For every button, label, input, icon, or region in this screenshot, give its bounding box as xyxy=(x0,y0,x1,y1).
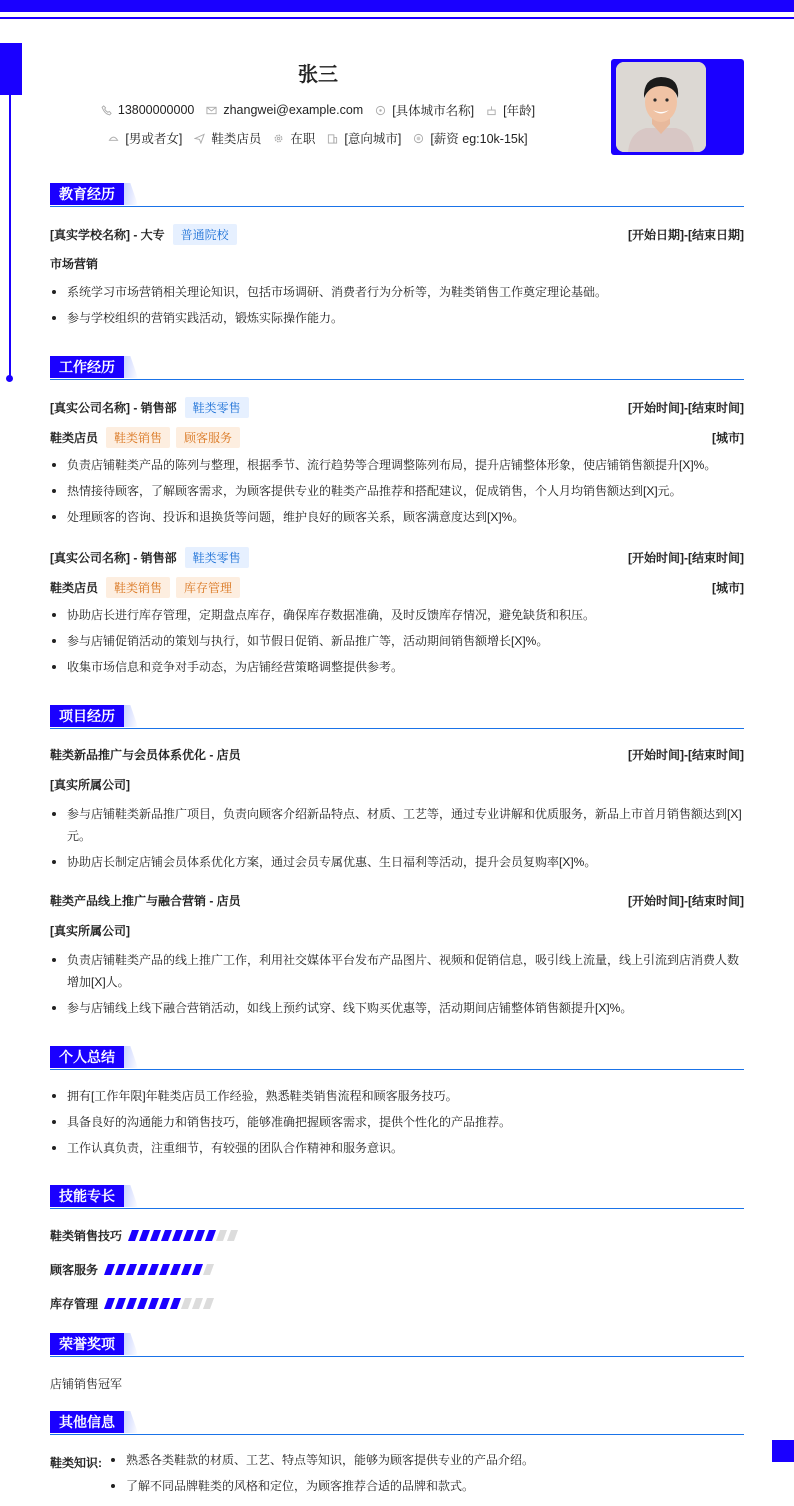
section-projects-header xyxy=(50,705,744,727)
job-role: 鞋类店员 xyxy=(50,581,99,595)
list-item: 参与学校组织的营销实践活动，锻炼实际操作能力。 xyxy=(50,307,744,329)
list-item: 熟悉各类鞋款的材质、工艺、特点等知识，能够为顾客提供专业的产品介绍。 xyxy=(109,1449,744,1471)
coin-icon xyxy=(413,133,424,144)
top-accent-line xyxy=(0,17,794,19)
phone-text: 13800000000 xyxy=(117,103,195,117)
skill-segment-filled xyxy=(150,1230,161,1241)
age-text: [年龄] xyxy=(503,104,536,118)
skill-segment-filled xyxy=(194,1230,205,1241)
project-row xyxy=(50,892,744,909)
skill-segment-filled xyxy=(139,1230,150,1241)
company-tag: 鞋类零售 xyxy=(185,397,249,418)
city-item xyxy=(375,101,474,119)
project-row xyxy=(50,746,744,763)
honor-item: 店铺销售冠军 xyxy=(50,1377,123,1391)
list-item: 热情接待顾客，了解顾客需求，为顾客提供专业的鞋类产品推荐和搭配建议，促成销售，个人月均销售额达到[X]元。 xyxy=(50,480,744,502)
section-title-tail xyxy=(124,183,138,205)
section-title-tail xyxy=(124,356,138,378)
education-major-row xyxy=(50,255,744,272)
location-icon xyxy=(375,105,386,116)
section-work-header xyxy=(50,356,744,378)
project-company: [真实所属公司] xyxy=(50,924,130,938)
phone-icon xyxy=(101,105,112,116)
side-timeline-dot xyxy=(6,375,13,382)
school-name: [真实学校名称] - 大专 xyxy=(50,228,165,242)
section-rule xyxy=(50,1208,744,1209)
corner-accent-box xyxy=(772,1440,794,1462)
skill-segment-filled xyxy=(183,1230,194,1241)
skill-segment-filled xyxy=(115,1298,126,1309)
skill-level-bar xyxy=(106,1264,212,1275)
contact-row-1 xyxy=(0,101,636,119)
profile-photo xyxy=(616,62,706,152)
section-title: 项目经历 xyxy=(50,705,124,727)
skill-segment-empty xyxy=(216,1230,227,1241)
gender-icon xyxy=(108,133,119,144)
job-role-row xyxy=(50,427,744,448)
skill-segment-filled xyxy=(126,1298,137,1309)
list-item: 系统学习市场营销相关理论知识，包括市场调研、消费者行为分析等，为鞋类销售工作奠定理论基础。 xyxy=(50,281,744,303)
skill-row xyxy=(50,1227,236,1244)
skill-segment-filled xyxy=(115,1264,126,1275)
email-item xyxy=(206,103,363,117)
role-tag: 顾客服务 xyxy=(176,427,240,448)
top-accent-bar xyxy=(0,0,794,12)
status-item xyxy=(273,129,315,147)
section-title-tail xyxy=(124,1185,138,1207)
skill-row xyxy=(50,1261,212,1278)
section-rule xyxy=(50,379,744,380)
skill-segment-filled xyxy=(128,1230,139,1241)
section-rule xyxy=(50,206,744,207)
project-dates: [开始时间]-[结束时间] xyxy=(628,748,744,762)
send-icon xyxy=(194,133,205,144)
section-skills-header xyxy=(50,1185,744,1207)
job-dates: [开始时间]-[结束时间] xyxy=(628,401,744,415)
list-item: 负责店铺鞋类产品的陈列与整理，根据季节、流行趋势等合理调整陈列布局，提升店铺整体形象，使店铺销售额提升[X]%。 xyxy=(50,454,744,476)
list-item: 收集市场信息和竞争对手动态，为店铺经营策略调整提供参考。 xyxy=(50,656,744,678)
section-title-tail xyxy=(124,1333,138,1355)
section-rule xyxy=(50,1434,744,1435)
email-icon xyxy=(206,105,217,116)
section-rule xyxy=(50,1356,744,1357)
section-title: 技能专长 xyxy=(50,1185,124,1207)
job-text: 鞋类店员 xyxy=(211,132,262,146)
target-city-item xyxy=(327,129,401,147)
email-text: zhangwei@example.com xyxy=(223,103,364,117)
skill-segment-filled xyxy=(205,1230,216,1241)
section-title: 工作经历 xyxy=(50,356,124,378)
skill-segment-filled xyxy=(159,1298,170,1309)
skill-level-bar xyxy=(106,1298,212,1309)
role-tag: 鞋类销售 xyxy=(106,427,170,448)
company-name: [真实公司名称] - 销售部 xyxy=(50,551,177,565)
list-item: 了解不同品牌鞋类的风格和定位，为顾客推荐合适的品牌和款式。 xyxy=(109,1475,744,1497)
major: 市场营销 xyxy=(50,257,99,271)
section-rule xyxy=(50,1069,744,1070)
job-role: 鞋类店员 xyxy=(50,431,99,445)
gender-item xyxy=(108,129,182,147)
education-school-row xyxy=(50,224,744,245)
skill-segment-filled xyxy=(181,1264,192,1275)
target-city-text: [意向城市] xyxy=(344,132,402,146)
section-education-header xyxy=(50,183,744,205)
project-company-row xyxy=(50,776,744,793)
job-dates: [开始时间]-[结束时间] xyxy=(628,551,744,565)
section-title-tail xyxy=(124,705,138,727)
skill-segment-filled xyxy=(148,1298,159,1309)
section-title: 教育经历 xyxy=(50,183,124,205)
list-item: 参与店铺线上线下融合营销活动，如线上预约试穿、线下购买优惠等，活动期间店铺整体销售额提升[X]%。 xyxy=(50,997,744,1019)
project-dates: [开始时间]-[结束时间] xyxy=(628,894,744,908)
list-item: 参与店铺促销活动的策划与执行，如节假日促销、新品推广等，活动期间销售额增长[X]%。 xyxy=(50,630,744,652)
status-text: 在职 xyxy=(290,132,316,146)
section-title: 个人总结 xyxy=(50,1046,124,1068)
skill-segment-empty xyxy=(192,1298,203,1309)
list-item: 工作认真负责，注重细节，有较强的团队合作精神和服务意识。 xyxy=(50,1137,744,1159)
skill-segment-filled xyxy=(170,1298,181,1309)
gear-icon xyxy=(273,133,284,144)
job-company-row xyxy=(50,547,744,568)
skill-name: 鞋类销售技巧 xyxy=(50,1229,123,1243)
list-item: 协助店长制定店铺会员体系优化方案，通过会员专属优惠、生日福利等活动，提升会员复购率[X]%。 xyxy=(50,851,744,873)
list-item: 负责店铺鞋类产品的线上推广工作，利用社交媒体平台发布产品图片、视频和促销信息，吸引线上流量，线上引流到店消费人数增加[X]人。 xyxy=(50,949,744,993)
skill-segment-filled xyxy=(170,1264,181,1275)
job-city: [城市] xyxy=(712,581,744,595)
gender-text: [男或者女] xyxy=(125,132,183,146)
phone-item xyxy=(101,103,194,117)
skill-segment-filled xyxy=(126,1264,137,1275)
resume-name: 张三 xyxy=(298,64,338,86)
skill-segment-filled xyxy=(172,1230,183,1241)
skill-segment-filled xyxy=(137,1264,148,1275)
section-title-tail xyxy=(124,1046,138,1068)
job-role-row xyxy=(50,577,744,598)
skill-segment-filled xyxy=(161,1230,172,1241)
skill-segment-filled xyxy=(159,1264,170,1275)
list-item: 参与店铺鞋类新品推广项目，负责向顾客介绍新品特点、材质、工艺等，通过专业讲解和优质服务，新品上市首月销售额达到[X]元。 xyxy=(50,803,744,847)
skill-level-bar xyxy=(130,1230,236,1241)
city-text: [具体城市名称] xyxy=(392,104,475,118)
cake-icon xyxy=(486,105,497,116)
education-dates: [开始日期]-[结束日期] xyxy=(628,228,744,242)
skill-segment-filled xyxy=(104,1264,115,1275)
section-title: 其他信息 xyxy=(50,1411,124,1433)
skill-name: 库存管理 xyxy=(50,1297,99,1311)
section-honors-header xyxy=(50,1333,744,1355)
skill-segment-filled xyxy=(148,1264,159,1275)
skill-segment-empty xyxy=(203,1298,214,1309)
skill-segment-filled xyxy=(137,1298,148,1309)
company-tag: 鞋类零售 xyxy=(185,547,249,568)
salary-item xyxy=(413,129,527,147)
section-title: 荣誉奖项 xyxy=(50,1333,124,1355)
list-item: 处理顾客的咨询、投诉和退换货等问题，维护良好的顾客关系，顾客满意度达到[X]%。 xyxy=(50,506,744,528)
building-icon xyxy=(327,133,338,144)
skill-segment-filled xyxy=(104,1298,115,1309)
skill-segment-empty xyxy=(203,1264,214,1275)
project-name: 鞋类产品线上推广与融合营销 - 店员 xyxy=(50,894,241,908)
section-title-tail xyxy=(124,1411,138,1433)
other-label: 鞋类知识: xyxy=(50,1456,102,1470)
job-company-row xyxy=(50,397,744,418)
role-tag: 鞋类销售 xyxy=(106,577,170,598)
list-item: 具备良好的沟通能力和销售技巧，能够准确把握顾客需求，提供个性化的产品推荐。 xyxy=(50,1111,744,1133)
list-item: 协助店长进行库存管理，定期盘点库存，确保库存数据准确，及时反馈库存情况，避免缺货和积压。 xyxy=(50,604,744,626)
project-name: 鞋类新品推广与会员体系优化 - 店员 xyxy=(50,748,241,762)
skill-segment-empty xyxy=(227,1230,238,1241)
role-tag: 库存管理 xyxy=(176,577,240,598)
job-city: [城市] xyxy=(712,431,744,445)
skill-name: 顾客服务 xyxy=(50,1263,99,1277)
salary-text: [薪资 eg:10k-15k] xyxy=(430,132,528,146)
project-company: [真实所属公司] xyxy=(50,778,130,792)
list-item: 拥有[工作年限]年鞋类店员工作经验，熟悉鞋类销售流程和顾客服务技巧。 xyxy=(50,1085,744,1107)
section-summary-header xyxy=(50,1046,744,1068)
contact-row-2 xyxy=(0,129,636,147)
school-tag: 普通院校 xyxy=(173,224,237,245)
skill-segment-filled xyxy=(192,1264,203,1275)
project-company-row xyxy=(50,922,744,939)
age-item xyxy=(486,101,535,119)
section-rule xyxy=(50,728,744,729)
job-item xyxy=(194,129,261,147)
section-other-header xyxy=(50,1411,744,1433)
company-name: [真实公司名称] - 销售部 xyxy=(50,401,177,415)
skill-segment-empty xyxy=(181,1298,192,1309)
skill-row xyxy=(50,1295,212,1312)
